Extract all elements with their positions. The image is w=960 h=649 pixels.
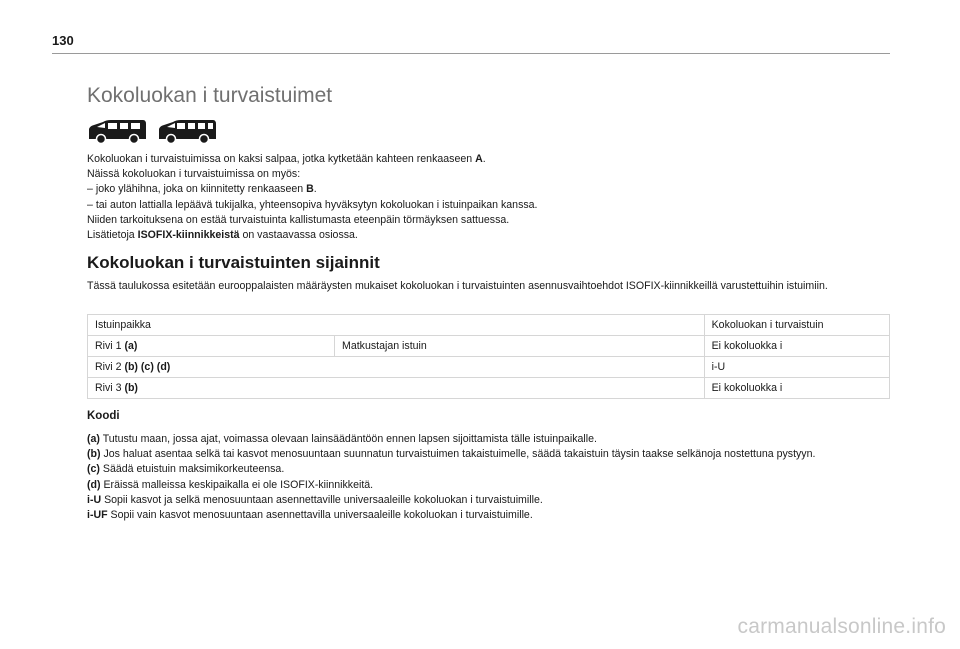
table-cell: Rivi 3 (b) xyxy=(88,378,705,399)
section-heading: Kokoluokan i turvaistuinten sijainnit xyxy=(87,253,380,272)
van-long-icon xyxy=(157,117,217,145)
intro-text xyxy=(87,152,887,243)
code-item: (b) Jos haluat asentaa selkä tai kasvot menosuuntaan suunnatun turvaistuimen takaistuimelle, säädä takaistuin täysin taakse selkänoja nostettuna pystyyn. xyxy=(87,448,816,461)
intro-line: Kokoluokan i turvaistuimissa on kaksi salpaa, jotka kytketään kahteen renkaaseen A. xyxy=(87,153,486,165)
table-row xyxy=(88,378,890,399)
code-item: (d) Eräissä malleissa keskipaikalla ei ole ISOFIX-kiinnikkeitä. xyxy=(87,478,374,491)
vehicle-icons xyxy=(87,117,217,145)
isofix-table xyxy=(87,314,890,399)
codes-list xyxy=(87,432,877,523)
code-item: i-UF Sopii vain kasvot menosuuntaan asennettavilla universaaleille kokoluokan i turvaistuimille. xyxy=(87,509,533,522)
code-item: i-U Sopii kasvot ja selkä menosuuntaan asennettaville universaaleille kokoluokan i turvaistuimille. xyxy=(87,493,543,506)
table-header-row xyxy=(88,315,890,336)
page-number: 130 xyxy=(52,33,74,48)
section-text: Tässä taulukossa esitetään eurooppalaisten määräysten mukaiset kokoluokan i turvaistuinten asennusvaihtoehdot ISOFIX-kiinnikkeillä varustettuihin istuimiin. xyxy=(87,280,828,292)
codes-heading: Koodi xyxy=(87,410,120,422)
table-row xyxy=(88,357,890,378)
code-item: (c) Säädä etuistuin maksimikorkeuteensa. xyxy=(87,463,285,476)
intro-line: – tai auton lattialla lepäävä tukijalka, yhteensopiva hyväksytyn kokoluokan i istuinpaikan kanssa. xyxy=(87,198,538,211)
watermark: carmanualsonline.info xyxy=(737,615,946,638)
table-cell: Matkustajan istuin xyxy=(335,336,705,357)
table-cell: i-U xyxy=(704,357,889,378)
intro-line: Niiden tarkoituksena on estää turvaistuinta kallistumasta eteenpäin törmäyksen sattuessa. xyxy=(87,213,510,226)
code-item: (a) Tutustu maan, jossa ajat, voimassa olevaan lainsäädäntöön ennen lapsen sijoittamista tälle istuinpaikalle. xyxy=(87,433,597,445)
header-divider xyxy=(52,53,890,54)
intro-line: Lisätietoja ISOFIX-kiinnikkeistä on vastaavassa osiossa. xyxy=(87,229,358,242)
page-title: Kokoluokan i turvaistuimet xyxy=(87,84,333,107)
table-cell: Ei kokoluokka i xyxy=(704,378,889,399)
table-cell: Rivi 1 (a) xyxy=(88,336,335,357)
table-cell: Ei kokoluokka i xyxy=(704,336,889,357)
van-short-icon xyxy=(87,117,147,145)
intro-line: Näissä kokoluokan i turvaistuimissa on myös: xyxy=(87,168,301,181)
intro-line: – joko ylähihna, joka on kiinnitetty renkaaseen B. xyxy=(87,183,317,196)
table-header-cell: Istuinpaikka xyxy=(88,315,705,336)
table-cell: Rivi 2 (b) (c) (d) xyxy=(88,357,705,378)
table-row xyxy=(88,336,890,357)
table-header-cell: Kokoluokan i turvaistuin xyxy=(704,315,889,336)
